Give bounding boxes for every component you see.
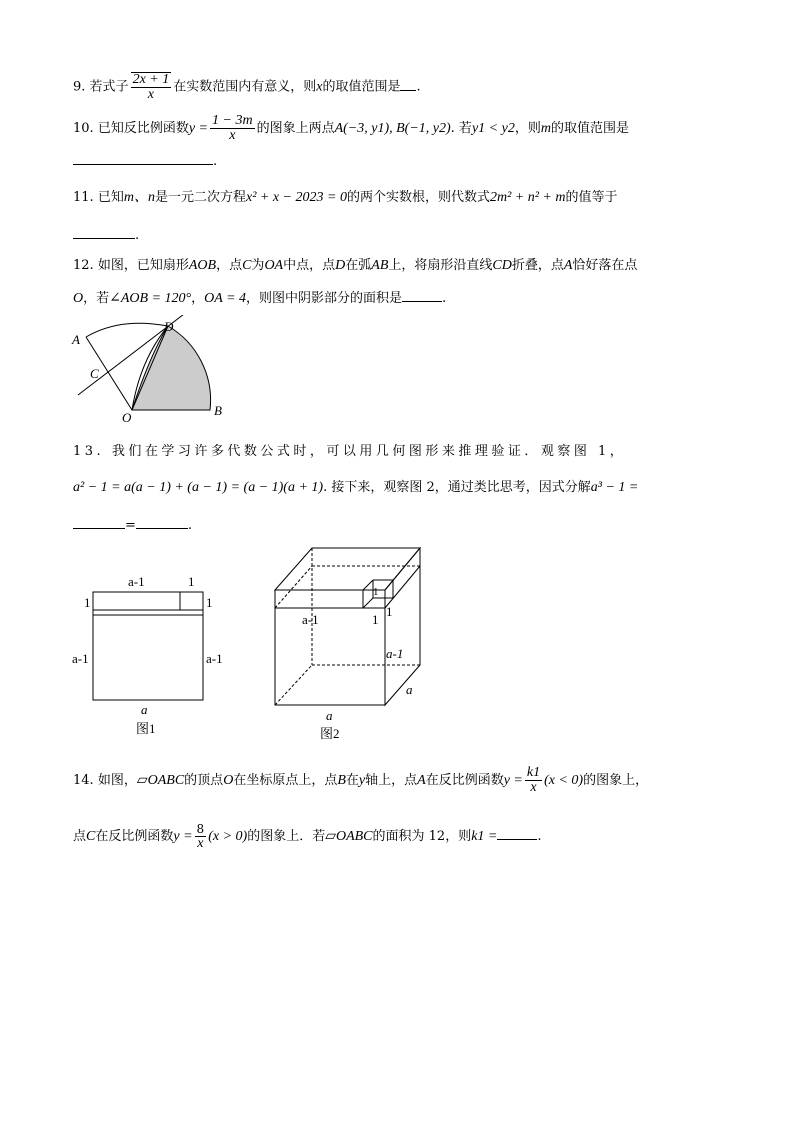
q14-text-g: 的图象上， [583,773,649,788]
q13-eq: = [125,518,136,533]
q11-vars: m、n [123,190,155,205]
q14-frac1-num: k1 [526,765,541,780]
q10-cond: y1 < y2 [471,121,515,136]
fig2-bottom-a: a [326,708,333,723]
q10-fraction [210,114,255,143]
q9-text-d: . [416,79,421,95]
q14-number: 14. [73,773,94,788]
q9-frac-den: x [147,87,154,102]
question-11 [73,190,618,206]
q14-k1-eq: k1 = [471,829,498,844]
q11-expr: 2m² + n² + m [489,190,566,205]
fig1-right-a1: a-1 [206,651,223,666]
question-13-line3 [73,516,192,534]
q13-figure-1 [70,570,240,740]
q12-text-e: 在弧 [345,258,372,273]
q12-cd: CD [492,258,512,273]
question-10 [73,114,629,143]
q9-fraction [131,72,172,102]
q12-text-i: ，若 [83,291,110,306]
q14-text-d: 在 [345,773,359,788]
q14-po: O [223,773,234,788]
q10-text-f: . [213,154,218,169]
q12-number: 12. [73,258,94,273]
q13-number: 13. [73,444,105,459]
q13-line1: 我们在学习许多代数公式时，可以用几何图形来推理验证．观察图 1， [111,444,627,459]
q10-text-a: 已知反比例函数 [97,121,189,136]
q9-answer-blank[interactable] [400,78,416,91]
question-11-answer-line [73,226,139,244]
fig1-caption: 图1 [136,721,156,736]
q14-para2: ▱OABC [325,829,373,844]
q12-arc-ad [86,323,168,337]
question-14-line2 [73,822,542,851]
q12-angle: ∠AOB = 120° [109,291,192,306]
q14-cond2: (x > 0) [208,829,248,844]
q14-frac2-num: 8 [196,822,205,836]
fig2-front-a1: a-1 [302,612,319,627]
q14-text-b: 的顶点 [184,773,224,788]
q13-identity: a² − 1 = a(a − 1) + (a − 1) = (a − 1)(a + 1) [73,480,324,495]
fig2-cube-top-edge [363,580,373,590]
fig1-outer-square [93,592,203,700]
fig1-right-1: 1 [206,595,213,610]
q12-po: O [73,291,84,306]
q14-pb: B [337,773,346,788]
q12-sector: AOB [188,258,217,273]
q12-pc: C [242,258,252,273]
fig2-hidden-depth [275,665,312,705]
q14-frac1-den: x [530,780,537,795]
q14-text-f: 在反比例函数 [425,773,504,788]
q12-text-d: 中点，点 [283,258,336,273]
q11-number: 11. [73,190,94,205]
q11-text-e: . [135,228,140,243]
q14-text-i: 在反比例函数 [95,829,174,844]
q14-fraction-2 [195,822,207,851]
q9-text-c: 的取值范围是 [322,79,401,95]
q12-text-a: 如图，已知扇形 [97,258,189,273]
q14-fraction-1 [525,766,542,795]
fig2-depth-a: a [406,682,413,697]
q10-text-b: 的图象上两点 [256,121,335,136]
question-12 [73,258,637,274]
question-13-line2 [73,480,638,496]
q11-text-c: 的两个实数根，则代数式 [346,190,490,205]
fig1-top-1: 1 [188,574,195,589]
q12-label-c: C [90,366,99,381]
q11-equation: x² + x − 2023 = 0 [245,190,347,205]
q10-var: m [540,121,551,136]
fig2-front-1: 1 [372,612,379,627]
q12-text-b: ，点 [216,258,243,273]
q12-label-a: A [72,332,80,347]
q9-number: 9. [73,79,86,95]
q14-y-eq: y = [503,773,523,788]
q13-answer-blank-1[interactable] [73,516,125,529]
q12-label-d: D [164,319,174,334]
q12-text-k: ，则图中阴影部分的面积是 [246,291,403,306]
q9-var: x [316,79,323,95]
q14-text-e: 轴上，点 [365,773,418,788]
fig2-right-a1: a-1 [386,646,404,661]
q14-cond1: (x < 0) [544,773,584,788]
fig2-front-face [275,590,385,705]
fig2-slab-side-line [385,566,420,608]
fig2-caption: 图2 [320,726,340,740]
q12-label-o: O [122,410,132,425]
q12-oa: OA [264,258,284,273]
q10-points: A(−3, y1), B(−1, y2) [334,121,451,136]
q11-text-a: 已知 [97,190,124,205]
fig2-cube-bottom-edge [363,598,373,608]
q12-label-b: B [214,403,222,418]
q10-text-e: 的取值范围是 [550,121,629,136]
q12-text-h: 恰好落在点 [572,258,638,273]
fig2-top-1: 1 [373,586,379,598]
q10-y-eq: y = [188,121,209,136]
q12-pd: D [335,258,346,273]
q14-para: ▱OABC [136,773,185,788]
q12-text-g: 折叠，点 [511,258,564,273]
question-13 [73,444,626,460]
q10-text-d: ，则 [514,121,541,136]
q14-text-h: 点 [73,829,87,844]
fig1-left-1: 1 [84,595,91,610]
q11-answer-blank[interactable] [73,226,135,239]
q12-text-c: 为 [251,258,265,273]
q12-pa: A [563,258,573,273]
fig2-side-1: 1 [386,604,393,619]
fig1-top-a1: a-1 [128,574,145,589]
q9-text-a: 若式子 [89,79,129,95]
question-10-answer-line [73,152,217,170]
q14-text-a: 如图， [97,773,137,788]
q14-text-j: 的图象上．若 [247,829,326,844]
q13-answer-blank-2[interactable] [136,516,188,529]
q14-pc: C [86,829,96,844]
q12-sector-figure [60,315,240,425]
q13-figure-2 [262,540,432,740]
q14-text-l: . [537,829,542,844]
q9-frac-num: 2x + 1 [132,72,170,87]
q10-text-c: . 若 [450,121,472,136]
q12-ab: AB [371,258,389,273]
q9-text-b: 在实数范围内有意义，则 [173,79,317,95]
q10-number: 10. [73,121,94,136]
q13-text-c: . [187,518,193,533]
q14-text-c: 在坐标原点上，点 [233,773,338,788]
q12-text-j: ， [191,291,205,306]
q11-text-d: 的值等于 [565,190,618,205]
q12-text-f: 上，将扇形沿直线 [388,258,493,273]
q14-text-k: 的面积为 12，则 [372,829,472,844]
q14-axis-y: y [358,773,366,788]
q10-answer-blank[interactable] [73,152,213,165]
q14-answer-blank[interactable] [497,827,537,840]
q12-oa-len: OA = 4 [204,291,247,306]
q14-y-eq2: y = [173,829,193,844]
q10-frac-den: x [229,128,236,143]
q11-text-b: 是一元二次方程 [154,190,246,205]
fig1-left-a1: a-1 [72,651,89,666]
q13-target: a³ − 1 = [590,480,639,495]
q12-text-l: . [442,291,447,306]
question-14 [73,766,648,795]
q13-text-b: . 接下来，观察图 2，通过类比思考，因式分解 [323,480,591,495]
fig1-bottom-a: a [141,702,148,717]
q14-frac2-den: x [197,836,204,851]
q10-frac-num: 1 − 3m [212,113,253,128]
q12-answer-blank[interactable] [402,289,442,302]
question-9 [73,72,421,102]
fig2-slab-hidden-1 [275,566,312,608]
q14-pa: A [417,773,426,788]
question-12-line2 [73,289,446,307]
